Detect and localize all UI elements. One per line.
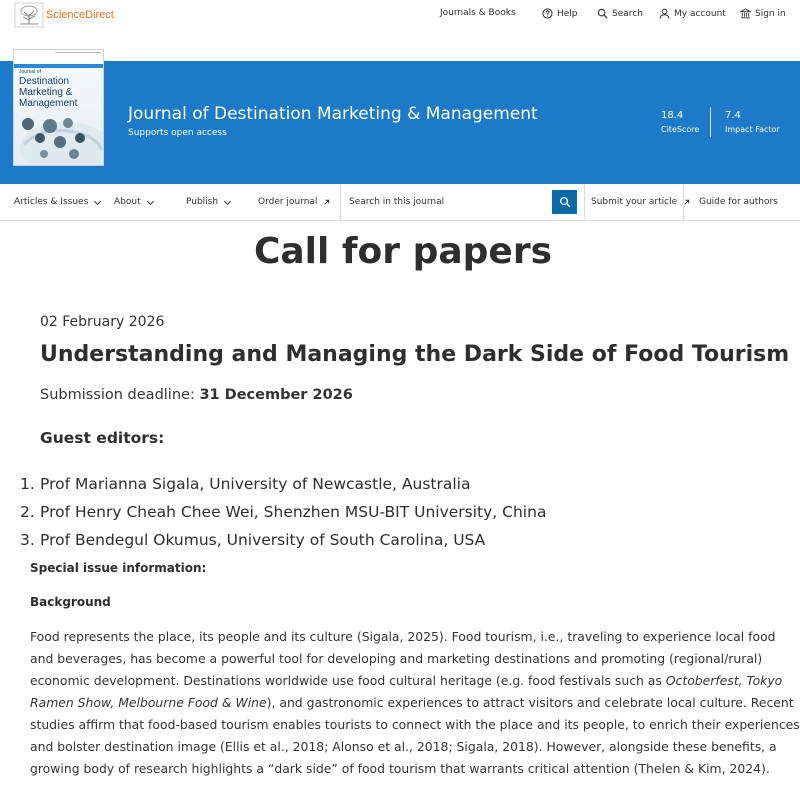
journal-search-button[interactable] [552,190,577,214]
cover-prefix: Journal of [19,69,41,75]
impact-factor-metric[interactable] [725,110,780,134]
publish-menu[interactable]: Publish [186,197,232,207]
special-issue-heading: Special issue information: [30,561,207,575]
background-heading: Background [30,595,111,609]
list-item: 3. Prof Bendegul Okumus, University of South Carolina, USA [20,531,486,549]
institution-icon [740,8,751,19]
person-icon [659,8,670,19]
deadline-value: 31 December 2026 [199,387,353,403]
journal-title[interactable]: Journal of Destination Marketing & Management [128,104,538,124]
cover-title: Destination Marketing & Management [19,76,78,109]
sciencedirect-logo[interactable] [14,2,114,28]
help-icon [542,8,553,19]
impact-factor-value: 7.4 [725,110,741,121]
external-link-icon [322,198,331,207]
chevron-down-icon [223,198,232,207]
journals-books-link[interactable]: Journals & Books [440,8,516,18]
citescore-value: 18.4 [661,110,684,121]
top-bar [0,0,800,30]
submit-article-link[interactable]: Submit your article [591,197,691,207]
background-paragraph: Food represents the place, its people and its culture (Sigala, 2025). Food tourism, i.e., traveling to experience local food and beverages, has become a powerful tool for developing and marketing destinations and promoting (regional/rural) economic development. Destinations worldwide use food cultural heritage (e.g. food festivals such as Octoberfest, Tokyo Ramen Show, Melbourne Food & Wine), and gastronomic experiences to attract visitors and celebrate local culture. Recent studies affirm that food-based tourism enables tourists to connect with the place and its people, to enrich their experiences and bolster destination image (Ellis et al., 2018; Alonso et al., 2018; Sigala, 2018). However, alongside these benefits, a growing body of research highlights a “dark side” of food tourism that warrants critical attention (Thelen & Kim, 2024). [30,629,800,776]
publish-date: 02 February 2026 [40,314,165,330]
logo-text: ScienceDirect [46,9,114,21]
guest-editors-heading: Guest editors: [40,429,165,447]
deadline-label: Submission deadline: [40,387,195,403]
sign-in-link[interactable]: Sign in [740,8,786,19]
articles-issues-menu[interactable]: Articles & Issues [14,197,102,207]
guest-editors-list [20,470,547,554]
search-icon [597,8,608,19]
list-item: 1. Prof Marianna Sigala, University of Newcastle, Australia [20,475,471,493]
search-link[interactable]: Search [597,8,643,19]
help-link[interactable]: Help [542,8,578,19]
chevron-down-icon [93,198,102,207]
journal-search-input[interactable] [341,184,551,220]
cover-globe-image [14,114,104,166]
guide-for-authors-link[interactable]: Guide for authors [699,197,778,207]
my-account-link[interactable]: My account [659,8,726,19]
submission-deadline [40,387,353,403]
open-access-label: Supports open access [128,128,227,138]
journal-cover[interactable] [13,49,104,166]
article-title: Understanding and Managing the Dark Side of Food Tourism [40,342,790,367]
search-icon [559,196,571,208]
elsevier-tree-icon [14,2,44,28]
about-menu[interactable]: About [114,197,155,207]
impact-factor-label: Impact Factor [725,125,780,134]
chevron-down-icon [146,198,155,207]
order-journal-link[interactable]: Order journal [258,197,331,207]
citescore-metric[interactable] [661,110,699,134]
citescore-label: CiteScore [661,125,700,134]
list-item: 2. Prof Henry Cheah Chee Wei, Shenzhen MSU-BIT University, China [20,503,547,521]
page-title: Call for papers [253,231,553,272]
metric-divider [710,107,711,137]
